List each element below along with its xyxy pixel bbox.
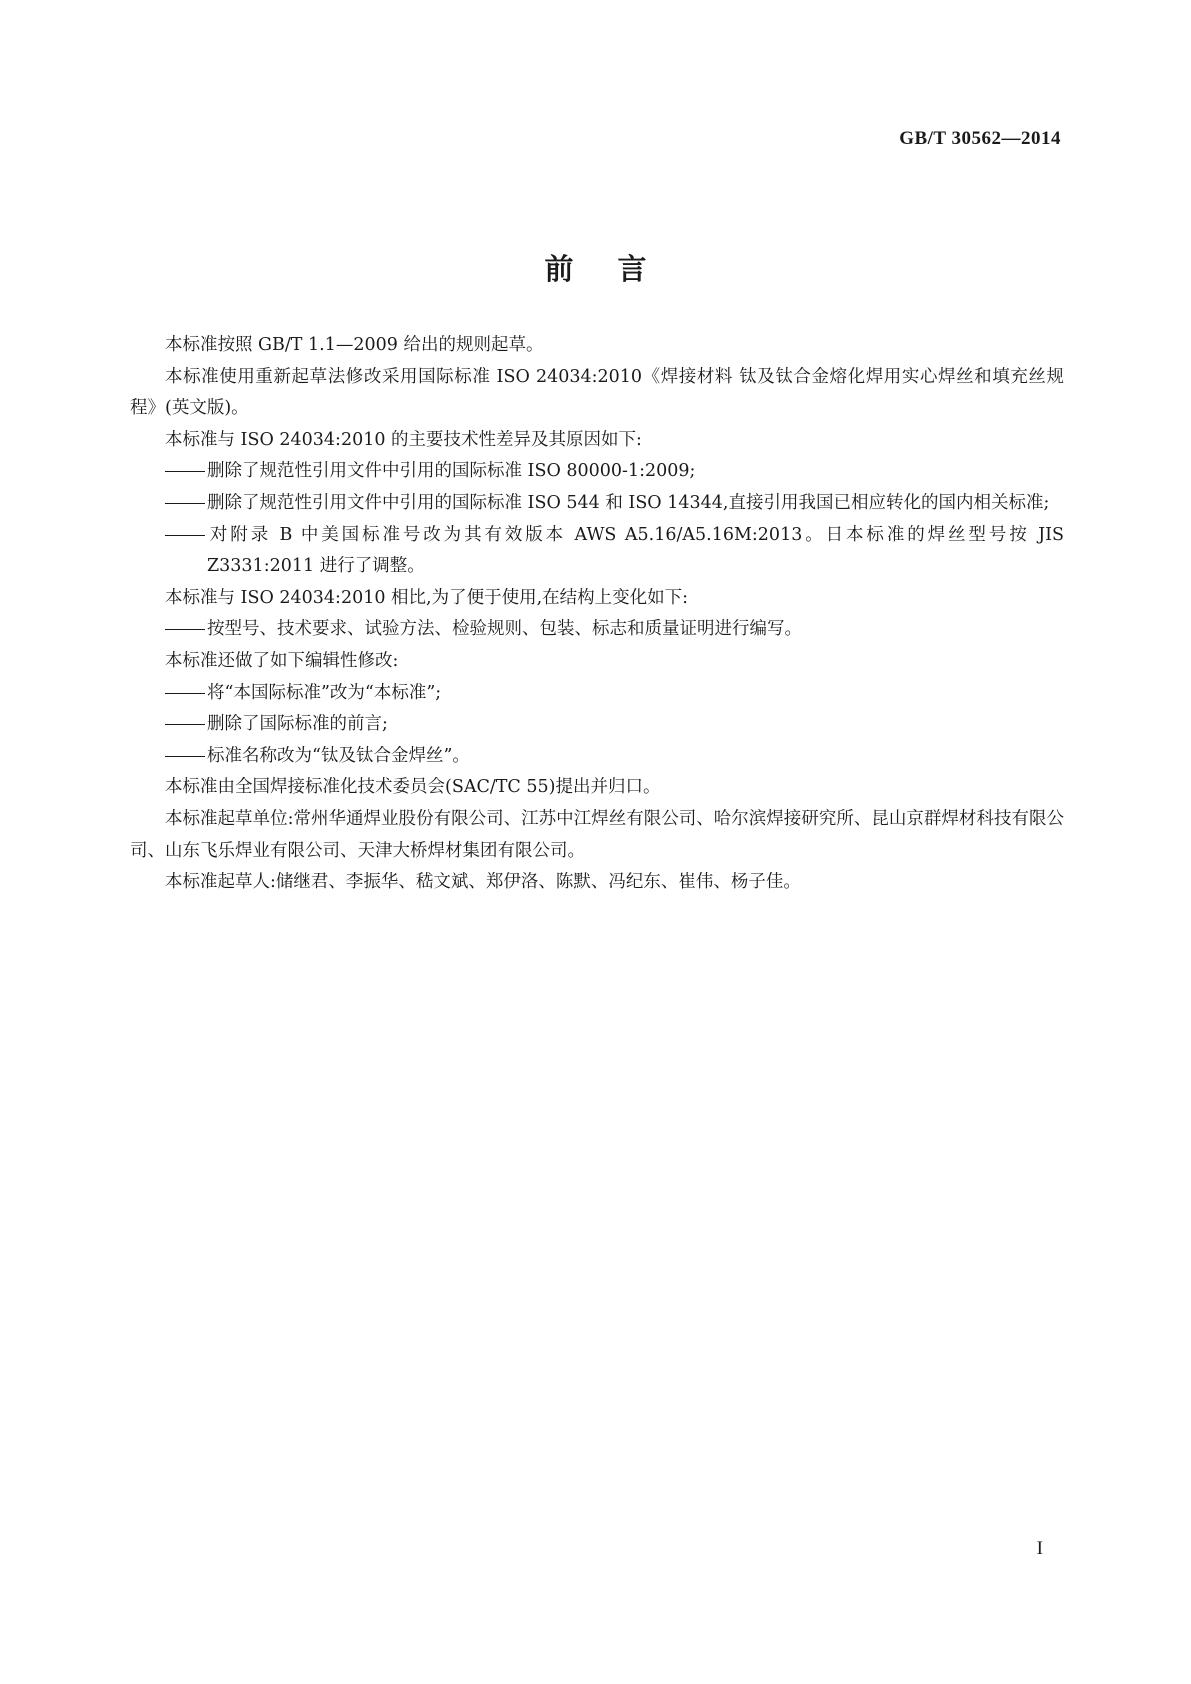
list-item-text: 删除了国际标准的前言; [207, 714, 388, 735]
drafting-units-paragraph: 本标准起草单位:常州华通焊业股份有限公司、江苏中江焊丝有限公司、哈尔滨焊接研究所、昆山京群焊材科技有限公司、山东飞乐焊业有限公司、天津大桥焊材集团有限公司。 [130, 808, 1064, 861]
foreword-body [130, 330, 1064, 899]
list-item-text: 按型号、技术要求、试验方法、检验规则、包装、标志和质量证明进行编写。 [207, 619, 802, 640]
adoption-paragraph: 本标准使用重新起草法修改采用国际标准 ISO 24034:2010《焊接材料 钛及钛合金熔化焊用实心焊丝和填充丝规程》(英文版)。 [130, 366, 1064, 419]
dash-mark [165, 693, 207, 694]
list-item-text: 对附录 B 中美国标准号改为其有效版本 AWS A5.16/A5.16M:2013。日本标准的焊丝型号按 JIS Z3331:2011 进行了调整。 [207, 524, 1064, 577]
editorial-changes-intro: 本标准还做了如下编辑性修改: [165, 650, 399, 671]
drafting-rules-paragraph: 本标准按照 GB/T 1.1—2009 给出的规则起草。 [165, 335, 544, 355]
page-number: I [1036, 1538, 1043, 1559]
list-item-text: 删除了规范性引用文件中引用的国际标准 ISO 80000-1:2009; [207, 461, 696, 482]
page-title: 前言 [544, 252, 691, 287]
dash-mark [165, 503, 207, 504]
list-item [130, 488, 1064, 520]
drafters-paragraph: 本标准起草人:储继君、李振华、嵇文斌、郑伊洛、陈默、冯纪东、崔伟、杨子佳。 [165, 872, 801, 893]
dash-mark [165, 535, 207, 536]
structural-changes-intro: 本标准与 ISO 24034:2010 相比,为了便于使用,在结构上变化如下: [165, 587, 689, 608]
dash-mark [165, 724, 207, 725]
list-item [130, 678, 1064, 710]
list-item [130, 741, 1064, 773]
dash-mark [165, 471, 207, 472]
list-item [130, 709, 1064, 741]
technical-differences-intro: 本标准与 ISO 24034:2010 的主要技术性差异及其原因如下: [165, 429, 642, 450]
list-item [130, 614, 1064, 646]
list-item [130, 456, 1064, 488]
list-item-text: 删除了规范性引用文件中引用的国际标准 ISO 544 和 ISO 14344,直接引用我国已相应转化的国内相关标准; [207, 492, 1050, 513]
list-item-text: 标准名称改为“钛及钛合金焊丝”。 [207, 745, 470, 766]
list-item-text: 将“本国际标准”改为“本标准”; [207, 682, 442, 703]
dash-mark [165, 629, 207, 630]
dash-mark [165, 756, 207, 757]
proposer-paragraph: 本标准由全国焊接标准化技术委员会(SAC/TC 55)提出并归口。 [165, 777, 661, 798]
list-item [130, 520, 1064, 583]
standard-code: GB/T 30562—2014 [899, 128, 1061, 149]
